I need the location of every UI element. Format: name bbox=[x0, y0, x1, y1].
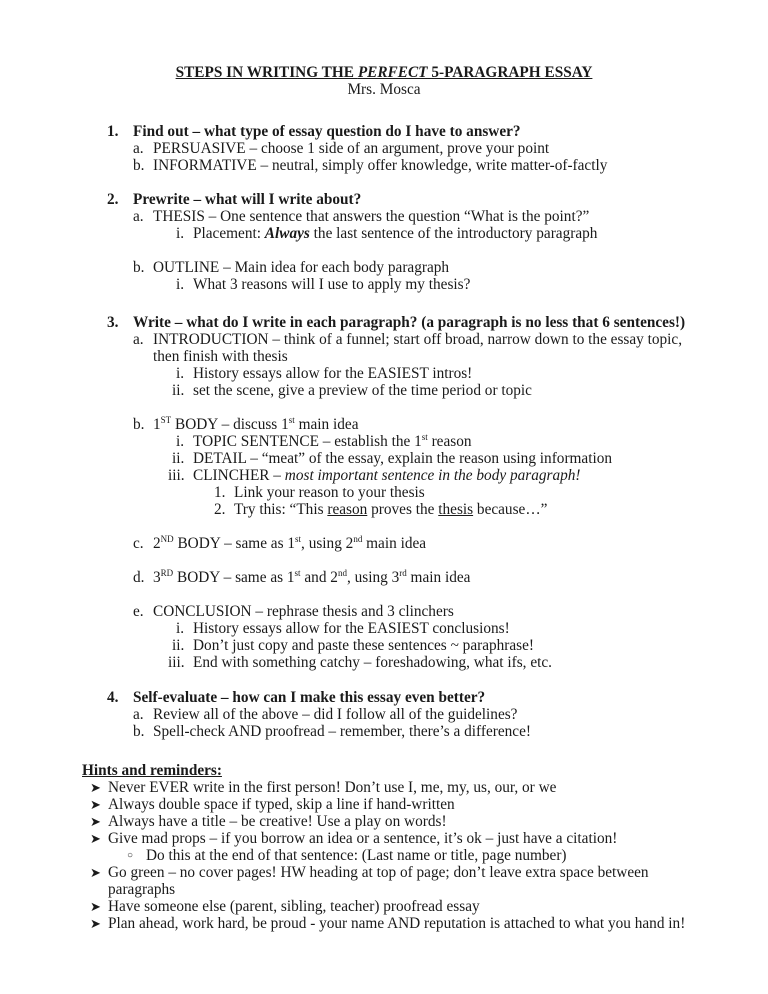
arrowhead-bullet-icon: ➤ bbox=[90, 899, 101, 914]
subitem-label: ii. bbox=[172, 382, 185, 399]
item-label: a. bbox=[133, 331, 144, 348]
arrowhead-bullet-icon: ➤ bbox=[90, 797, 101, 812]
subitem-history-conclusions: History essays allow for the EASIEST conclusions! bbox=[193, 620, 510, 637]
item-introduction: INTRODUCTION – think of a funnel; start off broad, narrow down to the essay topic, bbox=[153, 331, 683, 348]
arrowhead-bullet-icon: ➤ bbox=[90, 814, 101, 829]
section-1-heading: Find out – what type of essay question do I have to answer? bbox=[133, 123, 521, 140]
subitem-history-intros: History essays allow for the EASIEST intros! bbox=[193, 365, 473, 382]
arrowhead-bullet-icon: ➤ bbox=[90, 916, 101, 931]
item-label: e. bbox=[133, 603, 144, 620]
item-informative: INFORMATIVE – neutral, simply offer knowledge, write matter-of-factly bbox=[153, 157, 608, 174]
item-thesis: THESIS – One sentence that answers the question “What is the point?” bbox=[153, 208, 590, 225]
subitem-detail: DETAIL – “meat” of the essay, explain the reason using information bbox=[193, 450, 613, 467]
section-3-heading: Write – what do I write in each paragraph? (a paragraph is no less that 6 sentences!) bbox=[133, 314, 686, 331]
item-label: b. bbox=[133, 157, 145, 174]
circle-bullet-icon: ○ bbox=[127, 850, 134, 861]
author: Mrs. Mosca bbox=[347, 81, 421, 98]
subitem-label: i. bbox=[176, 225, 185, 242]
subitem-clincher: CLINCHER – most important sentence in the body paragraph! bbox=[193, 467, 581, 484]
subitem-reasons: What 3 reasons will I use to apply my thesis? bbox=[193, 276, 471, 293]
subsubitem-try-this: Try this: “This reason proves the thesis because…” bbox=[234, 501, 548, 518]
section-2-number: 2. bbox=[107, 191, 119, 208]
hint-item: Have someone else (parent, sibling, teacher) proofread essay bbox=[108, 898, 480, 915]
subitem-label: iii. bbox=[168, 654, 185, 671]
hint-subitem: Do this at the end of that sentence: (Last name or title, page number) bbox=[146, 847, 567, 864]
hints-heading: Hints and reminders: bbox=[82, 762, 222, 779]
item-review: Review all of the above – did I follow all of the guidelines? bbox=[153, 706, 518, 723]
item-label: b. bbox=[133, 416, 145, 433]
arrowhead-bullet-icon: ➤ bbox=[90, 831, 101, 846]
item-persuasive: PERSUASIVE – choose 1 side of an argument, prove your point bbox=[153, 140, 550, 157]
subitem-label: i. bbox=[176, 433, 185, 450]
item-label: b. bbox=[133, 723, 145, 740]
subitem-label: i. bbox=[176, 276, 185, 293]
arrowhead-bullet-icon: ➤ bbox=[90, 780, 101, 795]
subitem-label: i. bbox=[176, 365, 185, 382]
section-4-heading: Self-evaluate – how can I make this essay even better? bbox=[133, 689, 486, 706]
subitem-label: iii. bbox=[168, 467, 185, 484]
title-underlined: STEPS IN WRITING THE PERFECT 5-PARAGRAPH ESSAY bbox=[175, 64, 593, 81]
subsubitem-label: 2. bbox=[214, 501, 226, 518]
item-label: a. bbox=[133, 208, 144, 225]
item-label: d. bbox=[133, 569, 145, 586]
subitem-paraphrase: Don’t just copy and paste these sentences ~ paraphrase! bbox=[193, 637, 535, 654]
item-spellcheck: Spell-check AND proofread – remember, there’s a difference! bbox=[153, 723, 531, 740]
item-conclusion: CONCLUSION – rephrase thesis and 3 clinchers bbox=[153, 603, 454, 620]
section-3-number: 3. bbox=[107, 314, 119, 331]
section-2-heading: Prewrite – what will I write about? bbox=[133, 191, 362, 208]
item-introduction-cont: then finish with thesis bbox=[153, 348, 288, 365]
item-first-body: 1ST BODY – discuss 1st main idea bbox=[153, 415, 359, 433]
hint-item: Go green – no cover pages! HW heading at top of page; don’t leave extra space between bbox=[108, 864, 649, 881]
subsubitem-label: 1. bbox=[214, 484, 226, 501]
item-outline: OUTLINE – Main idea for each body paragraph bbox=[153, 259, 450, 276]
section-1-number: 1. bbox=[107, 123, 119, 140]
hint-item: Always double space if typed, skip a line if hand-written bbox=[108, 796, 455, 813]
item-third-body: 3RD BODY – same as 1st and 2nd, using 3rd main idea bbox=[153, 568, 471, 586]
subitem-label: ii. bbox=[172, 450, 185, 467]
subitem-topic-sentence: TOPIC SENTENCE – establish the 1st reason bbox=[193, 432, 472, 450]
section-4-number: 4. bbox=[107, 689, 119, 706]
item-label: a. bbox=[133, 706, 144, 723]
arrowhead-bullet-icon: ➤ bbox=[90, 865, 101, 880]
item-label: b. bbox=[133, 259, 145, 276]
hint-item-cont: paragraphs bbox=[108, 881, 176, 898]
subitem-label: i. bbox=[176, 620, 185, 637]
subitem-label: ii. bbox=[172, 637, 185, 654]
item-label: c. bbox=[133, 535, 144, 552]
item-label: a. bbox=[133, 140, 144, 157]
subitem-set-scene: set the scene, give a preview of the time period or topic bbox=[193, 382, 532, 399]
hint-item: Always have a title – be creative! Use a play on words! bbox=[108, 813, 447, 830]
hint-item: Give mad props – if you borrow an idea or a sentence, it’s ok – just have a citation! bbox=[108, 830, 618, 847]
hint-item: Never EVER write in the first person! Don’t use I, me, my, us, our, or we bbox=[108, 779, 557, 796]
hint-item: Plan ahead, work hard, be proud - your name AND reputation is attached to what you hand in! bbox=[108, 915, 686, 932]
document-title bbox=[0, 64, 768, 82]
subitem-placement: Placement: Always the last sentence of the introductory paragraph bbox=[193, 225, 598, 242]
subsubitem-link-reason: Link your reason to your thesis bbox=[234, 484, 425, 501]
subitem-catchy-ending: End with something catchy – foreshadowing, what ifs, etc. bbox=[193, 654, 552, 671]
item-second-body: 2ND BODY – same as 1st, using 2nd main idea bbox=[153, 534, 427, 552]
